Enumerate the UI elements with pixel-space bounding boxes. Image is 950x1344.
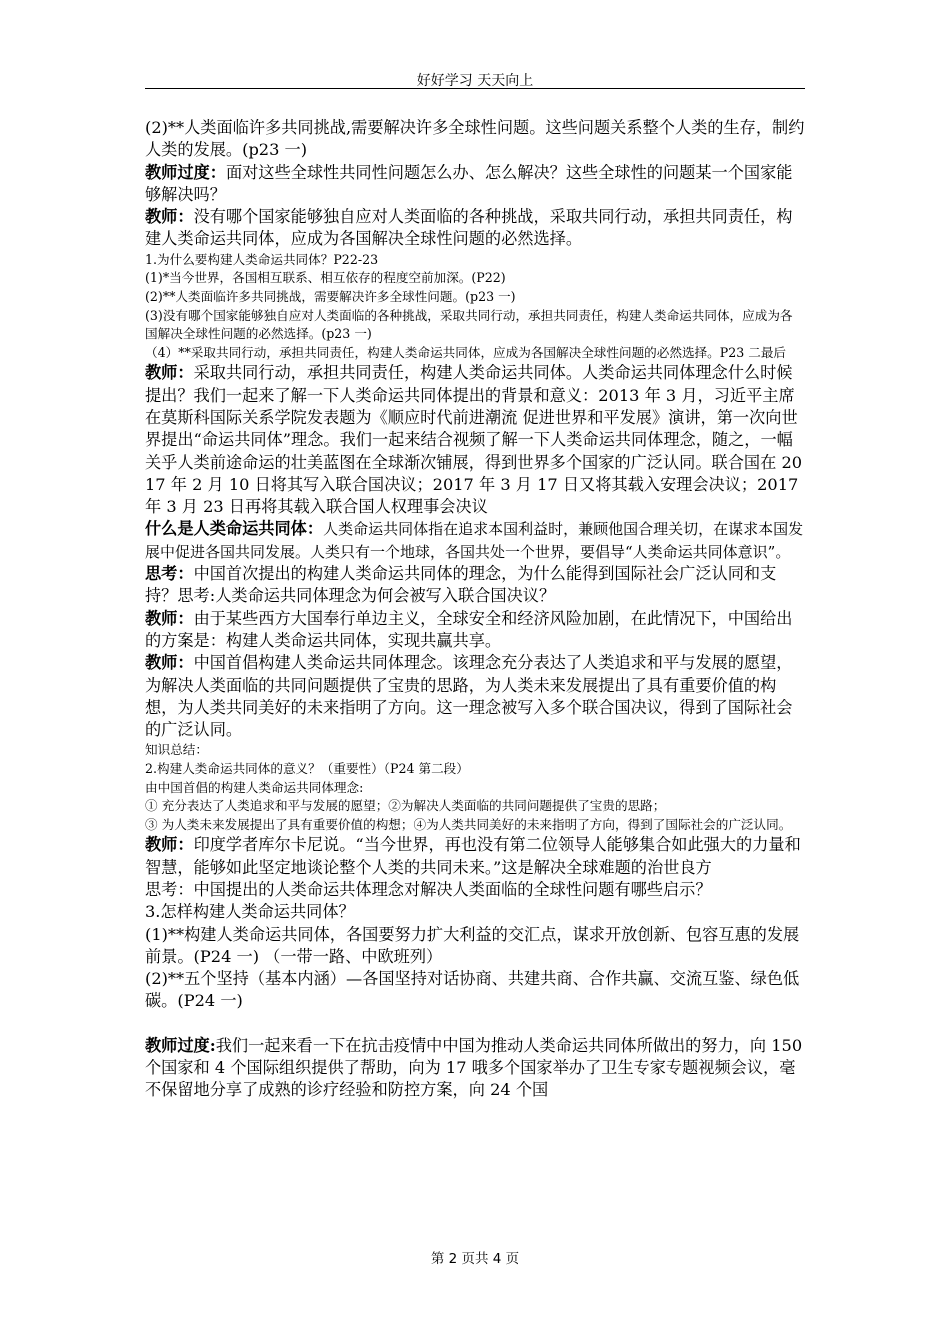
document-body: [145, 117, 805, 1102]
paragraph: [145, 779, 805, 798]
paragraph-lead: 教师：: [145, 835, 194, 855]
paragraph-text: 没有哪个国家能够独自应对人类面临的各种挑战，采取共同行动，承担共同责任，构建人类命运共同体，应成为各国解决全球性问题的必然选择。: [145, 207, 793, 249]
paragraph: [145, 307, 805, 344]
paragraph-text: 面对这些全球性共同性问题怎么办、怎么解决？这些全球性的问题某一个国家能够解决吗？: [145, 162, 793, 204]
paragraph-text: (3)没有哪个国家能够独自应对人类面临的各种挑战，采取共同行动，承担共同责任，构建人类命运共同体，应成为各国解决全球性问题的必然选择。(p23 一): [145, 307, 793, 342]
paragraph: [145, 563, 805, 608]
paragraph-text: 由中国首倡的构建人类命运共同体理念:: [145, 779, 364, 795]
paragraph-text: 中国首次提出的构建人类命运共同体的理念，为什么能得到国际社会广泛认同和支持？思考:人类命运共同体理念为何会被写入联合国决议？: [145, 564, 777, 606]
paragraph-lead: 教师过度:: [145, 1035, 216, 1055]
paragraph-text: 印度学者库尔卡尼说。“当今世界，再也没有第二位领导人能够集合如此强大的力量和智慧，能够如此坚定地谈论整个人类的共同未来。”这是解决全球难题的治世良方: [145, 835, 801, 877]
paragraph-text: 采取共同行动，承担共同责任，构建人类命运共同体。人类命运共同体理念什么时候提出？我们一起来了解一下人类命运共同体提出的背景和意义：2013 年 3 月，习近平主席在莫斯科国际关系学院发表题为《顺应时代前进潮流 促进世界和平发展》演讲，第一次向世界提出“命运共同体”理念。我们一起来结合视频了解一下人类命运共同体理念，随之，一幅关乎人类前途命运的壮美蓝图在全球渐次铺展，得到世界多个国家的广泛认同。联合国在 2017 年 2 月 10 日将其写入联合国决议；2017 年 3 月 17 日又将其载入安理会决议；2017 年 3 月 23 日再将其载入联合国人权理事会决议: [145, 363, 803, 517]
paragraph-text: ③ 为人类未来发展提出了具有重要价值的构想；④为人类共同美好的未来指明了方向，得到了国际社会的广泛认同。: [145, 816, 792, 832]
paragraph: [145, 251, 805, 270]
paragraph: [145, 797, 805, 816]
paragraph-lead: 教师：: [145, 653, 194, 673]
page-header: 好好学习 天天向上: [416, 73, 534, 89]
paragraph-text: 2.构建人类命运共同体的意义？（重要性）（P24 第二段）: [145, 760, 469, 776]
paragraph: [145, 1035, 805, 1102]
paragraph: [145, 344, 805, 363]
paragraph-text: 人类命运共同体指在追求本国利益时，兼顾他国合理关切，在谋求本国发展中促进各国共同发展。人类只有一个地球，各国共处一个世界，要倡导“人类命运共同体意识”。: [145, 520, 804, 561]
paragraph-text: (2)**五个坚持（基本内涵）—各国坚持对话协商、共建共商、合作共赢、交流互鉴、绿色低碳。(P24 一): [145, 969, 800, 1011]
paragraph-text: 3.怎样构建人类命运共同体？: [145, 902, 355, 922]
paragraph-lead: 思考：: [145, 564, 194, 584]
paragraph-text: (1)**构建人类命运共同体，各国要努力扩大利益的交汇点，谋求开放创新、包容互惠的发展前景。(P24 一) （一带一路、中欧班列）: [145, 924, 800, 966]
paragraph-text: 思考：中国提出的人类命运共体理念对解决人类面临的全球性问题有哪些启示？: [145, 879, 712, 899]
paragraph: [145, 834, 805, 879]
paragraph: [145, 117, 805, 162]
paragraph-text: 中国首倡构建人类命运共同体理念。该理念充分表达了人类追求和平与发展的愿望，为解决人类面临的共同问题提供了宝贵的思路，为人类未来发展提出了具有重要价值的构想，为人类共同美好的未来指明了方向。这一理念被写入多个联合国决议，得到了国际社会的广泛认同。: [145, 653, 793, 740]
paragraph: [145, 206, 805, 251]
paragraph: [145, 652, 805, 741]
paragraph-text: (1)*当今世界，各国相互联系、相互依存的程度空前加深。(P22): [145, 270, 506, 286]
paragraph-lead: 教师：: [145, 363, 194, 383]
paragraph-gap: [145, 1013, 805, 1035]
paragraph: [145, 968, 805, 1013]
paragraph-lead: 教师：: [145, 608, 194, 628]
paragraph-text: 我们一起来看一下在抗击疫情中中国为推动人类命运共同体所做出的努力，向 150 个国家和 4 个国际组织提供了帮助，向为 17 哦多个国家举办了卫生专家专题视频会议，毫不保留地分享了成熟的诊疗经验和防控方案，向 24 个国: [145, 1035, 803, 1100]
paragraph-text: 知识总结：: [145, 742, 208, 758]
paragraph: [145, 269, 805, 288]
paragraph-lead: 教师过度：: [145, 162, 226, 182]
paragraph: [145, 608, 805, 653]
paragraph-text: (2)**人类面临许多共同挑战,需要解决许多全球性问题。这些问题关系整个人类的生存，制约人类的发展。(p23 一): [145, 118, 805, 160]
paragraph: [145, 816, 805, 835]
paragraph-lead: 教师：: [145, 207, 194, 227]
paragraph: [145, 288, 805, 307]
paragraph-text: 1.为什么要构建人类命运共同体？P22-23: [145, 251, 379, 267]
paragraph: [145, 741, 805, 760]
paragraph-text: ① 充分表达了人类追求和平与发展的愿望；②为解决人类面临的共同问题提供了宝贵的思路；: [145, 798, 666, 814]
page-footer: 第 2 页共 4 页: [430, 1251, 520, 1267]
header-divider: [145, 88, 805, 89]
paragraph-lead: 什么是人类命运共同体：: [145, 519, 324, 539]
paragraph: [145, 879, 805, 901]
paragraph: [145, 362, 805, 518]
paragraph-text: 由于某些西方大国奉行单边主义，全球安全和经济风险加剧，在此情况下，中国给出的方案是：构建人类命运共同体，实现共赢共享。: [145, 608, 793, 650]
paragraph: [145, 760, 805, 779]
paragraph: [145, 518, 805, 563]
paragraph-text: （4）**采取共同行动，承担共同责任，构建人类命运共同体，应成为各国解决全球性问题的必然选择。P23 二最后: [145, 344, 787, 360]
paragraph-text: (2)**人类面临许多共同挑战，需要解决许多全球性问题。(p23 一): [145, 288, 516, 304]
paragraph: [145, 162, 805, 207]
paragraph: [145, 901, 805, 923]
paragraph: [145, 924, 805, 969]
